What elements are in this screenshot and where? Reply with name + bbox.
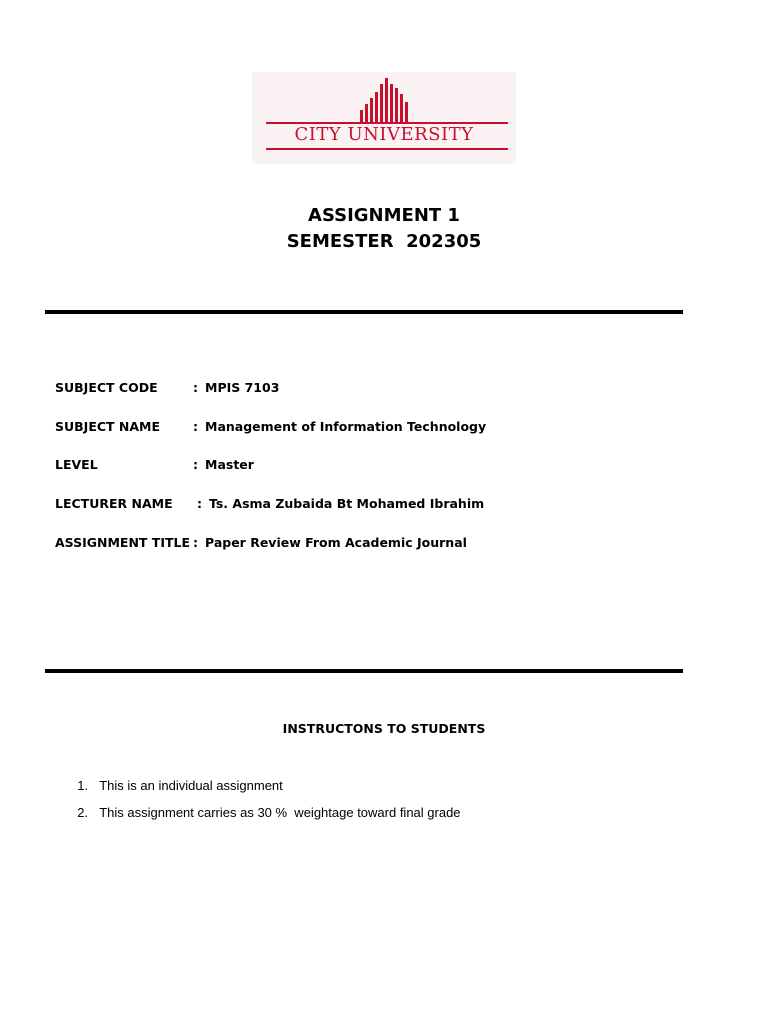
semester-label: SEMESTER 202305 [286, 231, 482, 252]
instruction-text: This assignment carries as 30 % weightage toward final grade [99, 805, 461, 820]
assignment-title-row [55, 535, 467, 550]
instructions-heading: INSTRUCTONS TO STUDENTS [282, 721, 486, 736]
level-row [55, 457, 254, 472]
lecturer-name-row [55, 496, 484, 511]
top-divider [45, 310, 683, 314]
subject-name-row [55, 419, 486, 434]
lecturer-name-label: LECTURER NAME [55, 496, 173, 511]
subject-code-value: MPIS 7103 [205, 380, 280, 395]
separator: : [193, 535, 198, 550]
bottom-divider [45, 669, 683, 673]
level-label: LEVEL [55, 457, 98, 472]
logo-wordmark: CITY UNIVERSITY [294, 124, 474, 145]
assignment-title: ASSIGNMENT 1 [308, 205, 460, 226]
instruction-item [70, 790, 461, 820]
subject-code-label: SUBJECT CODE [55, 380, 158, 395]
assignment-title-value: Paper Review From Academic Journal [205, 535, 467, 550]
level-value: Master [205, 457, 254, 472]
assignment-title-label: ASSIGNMENT TITLE [55, 535, 191, 550]
separator: : [193, 419, 198, 434]
subject-name-label: SUBJECT NAME [55, 419, 161, 434]
lecturer-name-value: Ts. Asma Zubaida Bt Mohamed Ibrahim [209, 496, 485, 511]
city-skyline-icon [252, 72, 516, 164]
separator: : [197, 496, 202, 511]
instruction-number: 2. [77, 805, 89, 820]
university-logo [252, 72, 516, 164]
separator: : [193, 380, 198, 395]
subject-name-value: Management of Information Technology [205, 419, 487, 434]
separator: : [193, 457, 198, 472]
instruction-number: 1. [77, 778, 89, 793]
instruction-item [70, 763, 283, 793]
subject-code-row [55, 380, 279, 395]
instruction-text: This is an individual assignment [99, 778, 283, 793]
document-header [0, 203, 768, 255]
